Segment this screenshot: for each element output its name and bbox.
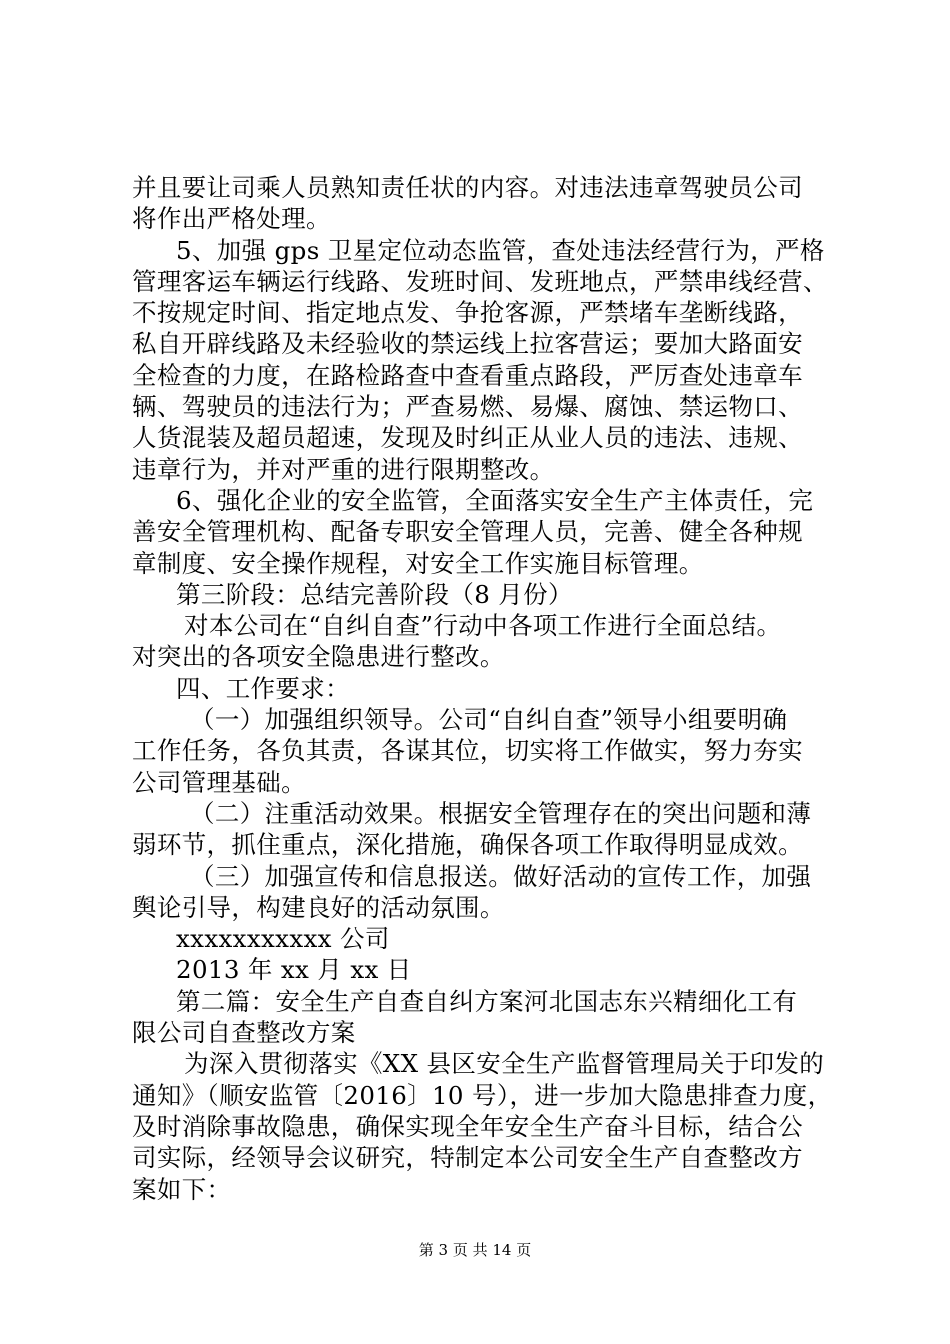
body-line: 辆、驾驶员的违法行为；严查易燃、易爆、腐蚀、禁运物口、: [132, 392, 803, 422]
body-line: （二）注重活动效果。根据安全管理存在的突出问题和薄: [190, 798, 812, 828]
body-line: 善安全管理机构、配备专职安全管理人员，完善、健全各种规: [132, 517, 803, 547]
body-line: 对本公司在“自纠自查”行动中各项工作进行全面总结。: [184, 611, 782, 641]
body-line: 全检查的力度，在路检路查中查看重点路段，严厉查处违章车: [132, 360, 803, 390]
body-line: 并且要让司乘人员熟知责任状的内容。对违法违章驾驶员公司: [132, 173, 803, 202]
body-line: 通知》（顺安监管〔2016〕10 号），进一步加大隐患排查力度，: [132, 1080, 833, 1110]
body-line: 公司管理基础。: [132, 767, 306, 797]
body-line: 对突出的各项安全隐患进行整改。: [132, 642, 505, 672]
body-line: 弱环节，抓住重点，深化措施，确保各项工作取得明显成效。: [132, 830, 803, 860]
body-line: 5、加强 gps 卫星定位动态监管，查处违法经营行为，严格: [176, 235, 825, 265]
body-line: 将作出严格处理。: [132, 204, 331, 234]
body-line: （三）加强宣传和信息报送。做好活动的宣传工作，加强: [190, 861, 812, 891]
section-heading: 第二篇：安全生产自查自纠方案河北国志东兴精细化工有: [176, 986, 798, 1016]
body-line: 案如下：: [132, 1174, 232, 1204]
body-line: 管理客运车辆运行线路、发班时间、发班地点，严禁串线经营、: [132, 266, 828, 296]
body-line: 司实际，经领导会议研究，特制定本公司安全生产自查整改方: [132, 1143, 803, 1173]
body-line: 6、强化企业的安全监管，全面落实安全生产主体责任，完: [176, 485, 814, 515]
body-line: 章制度、安全操作规程，对安全工作实施目标管理。: [132, 548, 704, 578]
section-heading: 四、工作要求：: [176, 673, 350, 703]
body-line: 人货混装及超员超速，发现及时纠正从业人员的违法、违规、: [132, 423, 803, 453]
body-line: 为深入贯彻落实《XX 县区安全生产监督管理局关于印发的: [184, 1049, 825, 1079]
body-line: 违章行为，并对严重的进行限期整改。: [132, 454, 555, 484]
body-line: 不按规定时间、指定地点发、争抢客源，严禁堵车垄断线路，: [132, 298, 803, 328]
section-heading: 第三阶段：总结完善阶段（8 月份）: [176, 579, 573, 609]
body-line: 工作任务，各负其责，各谋其位，切实将工作做实，努力夯实: [132, 736, 803, 766]
body-line: （一）加强组织领导。公司“自纠自查”领导小组要明确: [190, 705, 788, 735]
body-line: 舆论引导，构建良好的活动氛围。: [132, 892, 505, 922]
body-line: 及时消除事故隐患，确保实现全年安全生产奋斗目标，结合公: [132, 1111, 803, 1141]
page-number: 第 3 页 共 14 页: [418, 1241, 532, 1259]
body-line: 私自开辟线路及未经验收的禁运线上拉客营运；要加大路面安: [132, 329, 803, 359]
body-line: 限公司自查整改方案: [132, 1018, 356, 1048]
signature-company: xxxxxxxxxxx 公司: [176, 924, 390, 954]
document-body: [132, 172, 832, 1205]
signature-date: 2013 年 xx 月 xx 日: [176, 955, 412, 985]
